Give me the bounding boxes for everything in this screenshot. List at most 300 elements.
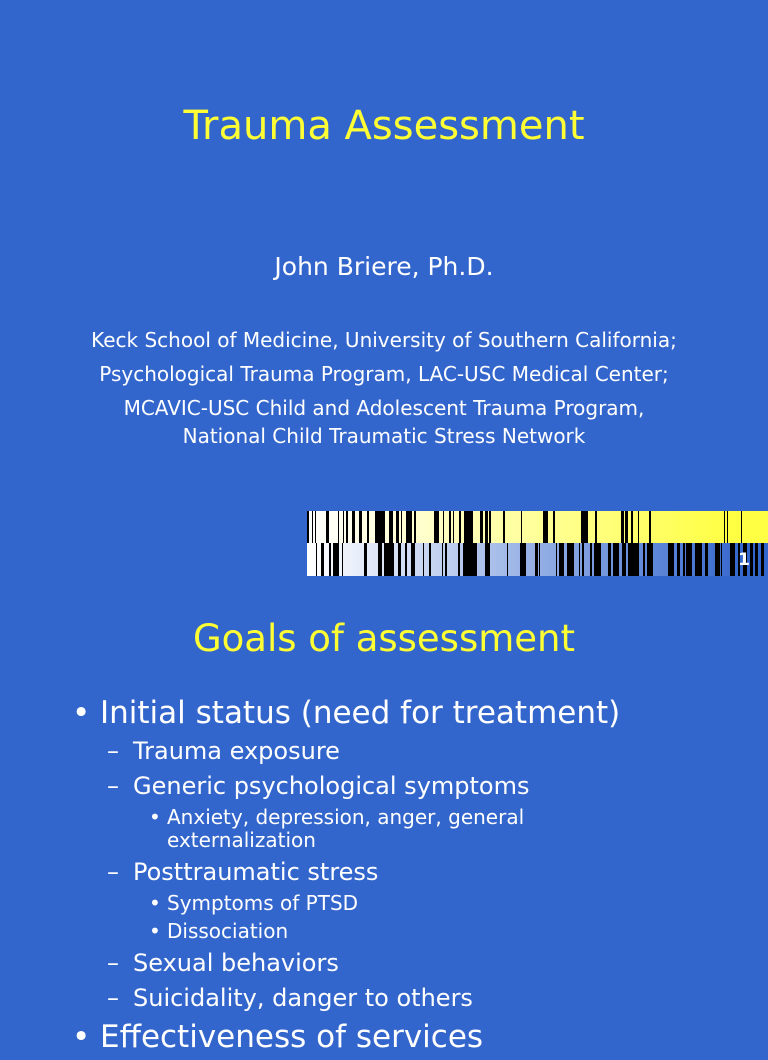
stripe-line xyxy=(318,511,320,543)
stripe-line xyxy=(602,543,605,576)
stripe-line xyxy=(608,543,611,576)
stripe-line xyxy=(535,543,538,576)
stripe-line xyxy=(408,543,411,576)
stripe-line xyxy=(679,511,680,543)
stripe-line xyxy=(350,543,352,576)
stripe-line xyxy=(617,543,619,576)
stripe-line xyxy=(444,511,445,543)
stripe-line xyxy=(491,511,493,543)
affiliation-line: MCAVIC-USC Child and Adolescent Trauma Program, National Child Traumatic Stress Network xyxy=(123,396,645,448)
stripe-line xyxy=(436,543,437,576)
stripe-line xyxy=(529,543,530,576)
stripe-line xyxy=(375,511,376,543)
stripe-line xyxy=(344,511,346,543)
stripe-line xyxy=(555,511,556,543)
stripe-line xyxy=(659,511,662,543)
stripe-line xyxy=(466,511,469,543)
stripe-line xyxy=(352,543,353,576)
stripe-line xyxy=(734,511,735,543)
stripe-line xyxy=(424,543,427,576)
stripe-line xyxy=(324,543,327,576)
stripe-line xyxy=(311,543,314,576)
stripe-line xyxy=(711,543,713,576)
stripe-line xyxy=(433,543,436,576)
stripe-line xyxy=(313,511,315,543)
stripe-line xyxy=(548,511,551,543)
stripe-line xyxy=(719,511,720,543)
stripe-line xyxy=(626,543,628,576)
stripe-line xyxy=(729,511,731,543)
stripe-line xyxy=(460,543,461,576)
stripe-line xyxy=(359,511,362,543)
stripe-line xyxy=(578,511,580,543)
stripe-line xyxy=(686,543,687,576)
stripe-line xyxy=(409,511,411,543)
stripe-line xyxy=(581,543,582,576)
stripe-line xyxy=(656,543,659,576)
stripe-line xyxy=(728,511,729,543)
stripe-line xyxy=(361,543,362,576)
stripe-line xyxy=(437,543,438,576)
sub-bullet-item: – Sexual behaviors xyxy=(107,948,752,978)
stripe-line xyxy=(665,543,668,576)
stripe-line xyxy=(543,511,546,543)
stripe-line xyxy=(752,511,755,543)
stripe-line xyxy=(633,543,636,576)
stripe-line xyxy=(691,511,693,543)
stripe-line xyxy=(582,543,584,576)
sub-bullet-item: – Posttraumatic stress xyxy=(107,857,752,887)
stripe-line xyxy=(644,511,645,543)
stripe-line xyxy=(529,511,531,543)
stripe-line xyxy=(758,511,761,543)
stripe-line xyxy=(708,543,711,576)
stripe-line xyxy=(350,511,352,543)
stripe-line xyxy=(721,543,722,576)
stripe-line xyxy=(604,511,606,543)
stripe-line xyxy=(577,543,579,576)
stripe-line xyxy=(501,511,502,543)
stripe-line xyxy=(651,511,652,543)
stripe-line xyxy=(514,543,516,576)
stripe-line xyxy=(374,543,375,576)
stripe-line xyxy=(556,543,557,576)
stripe-line xyxy=(671,543,673,576)
stripe-line xyxy=(382,511,385,543)
stripe-line xyxy=(647,543,648,576)
stripe-line xyxy=(411,543,412,576)
stripe-line xyxy=(326,511,329,543)
stripe-line xyxy=(307,543,308,576)
stripe-line xyxy=(422,511,423,543)
stripe-line xyxy=(352,511,355,543)
stripe-line xyxy=(743,511,744,543)
stripe-line xyxy=(633,511,634,543)
stripe-line xyxy=(496,511,497,543)
stripe-line xyxy=(429,543,431,576)
stripe-line xyxy=(389,511,392,543)
stripe-line xyxy=(391,543,394,576)
stripe-line xyxy=(358,511,359,543)
stripe-line xyxy=(571,543,574,576)
stripe-line xyxy=(357,543,360,576)
stripe-line xyxy=(477,543,478,576)
stripe-line xyxy=(724,511,725,543)
stripe-line xyxy=(355,543,357,576)
stripe-line xyxy=(362,543,363,576)
stripe-line xyxy=(379,511,382,543)
stripe-line xyxy=(720,543,721,576)
stripe-line xyxy=(726,543,729,576)
stripe-line xyxy=(619,511,621,543)
stripe-line xyxy=(480,511,483,543)
stripe-line xyxy=(379,543,382,576)
stripe-line xyxy=(597,543,600,576)
stripe-line xyxy=(382,543,384,576)
stripe-line xyxy=(522,511,524,543)
stripe-line xyxy=(320,511,323,543)
stripe-line xyxy=(762,511,764,543)
stripe-line xyxy=(316,543,317,576)
stripe-line xyxy=(666,511,669,543)
sub-bullet-item: – Trauma exposure xyxy=(107,736,752,766)
affiliation-line: Psychological Trauma Program, LAC-USC Medical Center; xyxy=(99,362,669,386)
stripe-line xyxy=(652,511,653,543)
stripe-line xyxy=(507,511,510,543)
stripe-line xyxy=(551,511,552,543)
stripe-line xyxy=(320,543,321,576)
stripe-line xyxy=(346,511,347,543)
stripe-line xyxy=(537,511,539,543)
bullet-item: • Effectiveness of services xyxy=(72,1018,752,1056)
stripe-line xyxy=(671,511,673,543)
stripe-line xyxy=(550,543,551,576)
stripe-line xyxy=(641,511,644,543)
stripe-line xyxy=(636,543,639,576)
stripe-line xyxy=(451,543,454,576)
stripe-line xyxy=(378,543,379,576)
author-name: John Briere, Ph.D. xyxy=(274,252,494,281)
stripe-line xyxy=(535,511,537,543)
stripe-line xyxy=(674,511,676,543)
stripe-line xyxy=(393,511,394,543)
stripe-line xyxy=(699,511,702,543)
stripe-line xyxy=(339,511,341,543)
stripe-line xyxy=(687,511,690,543)
stripe-line xyxy=(447,511,449,543)
stripe-line xyxy=(329,543,331,576)
stripe-line xyxy=(397,511,399,543)
stripe-line xyxy=(323,511,325,543)
stripe-line xyxy=(674,543,677,576)
stripe-line xyxy=(518,543,520,576)
stripe-line xyxy=(653,511,654,543)
stripe-line xyxy=(561,543,562,576)
stripe-line xyxy=(625,543,626,576)
stripe-line xyxy=(657,511,659,543)
stripe-line xyxy=(654,543,655,576)
bullet-list xyxy=(72,694,752,1060)
stripe-line xyxy=(547,543,550,576)
stripe-line xyxy=(552,511,553,543)
stripe-line xyxy=(681,511,684,543)
stripe-line xyxy=(614,511,616,543)
sub-bullet-item: – Generic psychological symptoms xyxy=(107,771,752,801)
stripe-line xyxy=(570,543,571,576)
stripe-line xyxy=(532,511,535,543)
stripe-line xyxy=(376,543,378,576)
stripe-line xyxy=(602,511,604,543)
stripe-line xyxy=(570,511,572,543)
stripe-line xyxy=(605,543,608,576)
stripe-line xyxy=(356,511,358,543)
stripe-line xyxy=(512,511,515,543)
stripe-line xyxy=(402,543,405,576)
stripe-line xyxy=(556,511,557,543)
stripe-line xyxy=(504,543,507,576)
stripe-line xyxy=(731,511,734,543)
slide-title: Trauma Assessment xyxy=(183,103,585,149)
stripe-line xyxy=(315,511,316,543)
stripe-line xyxy=(478,511,480,543)
stripe-line xyxy=(488,511,489,543)
stripe-line xyxy=(466,543,469,576)
sub-bullet-item: – Suicidality, danger to others xyxy=(107,983,752,1013)
stripe-line xyxy=(501,543,504,576)
stripe-line xyxy=(428,511,430,543)
stripe-line xyxy=(613,511,614,543)
stripe-line xyxy=(746,511,747,543)
stripe-line xyxy=(592,543,594,576)
stripe-line xyxy=(316,511,318,543)
stripe-line xyxy=(574,543,577,576)
affiliation-line: Keck School of Medicine, University of Southern California; xyxy=(91,328,677,352)
stripe-line xyxy=(515,511,516,543)
stripe-line xyxy=(456,543,458,576)
stripe-line xyxy=(758,543,761,576)
stripe-line xyxy=(572,511,573,543)
stripe-line xyxy=(645,511,646,543)
stripe-line xyxy=(576,511,578,543)
stripe-line xyxy=(421,511,422,543)
stripe-line xyxy=(738,511,740,543)
stripe-line xyxy=(546,511,548,543)
stripe-line xyxy=(723,543,726,576)
stripe-line xyxy=(503,511,504,543)
stripe-line xyxy=(625,511,628,543)
stripe-line xyxy=(731,543,732,576)
stripe-line xyxy=(343,511,344,543)
stripe-line xyxy=(493,543,496,576)
stripe-line xyxy=(614,543,617,576)
stripe-line xyxy=(652,543,653,576)
stripe-line xyxy=(594,543,596,576)
stripe-line xyxy=(451,511,453,543)
stripe-line xyxy=(437,511,439,543)
stripe-line xyxy=(564,511,565,543)
stripe-line xyxy=(749,511,752,543)
stripe-line xyxy=(750,543,753,576)
slide-title: Goals of assessment xyxy=(192,617,576,660)
stripe-line xyxy=(741,511,742,543)
stripe-line xyxy=(607,511,609,543)
stripe-line xyxy=(478,543,480,576)
stripe-line xyxy=(442,543,443,576)
stripe-line xyxy=(508,543,511,576)
stripe-line xyxy=(692,543,695,576)
stripe-line xyxy=(493,511,496,543)
stripe-line xyxy=(375,543,376,576)
stripe-line xyxy=(645,543,647,576)
stripe-line xyxy=(445,543,447,576)
stripe-line xyxy=(412,511,413,543)
stripe-line xyxy=(640,543,643,576)
stripe-line xyxy=(446,511,447,543)
stripe-line xyxy=(590,511,593,543)
stripe-line xyxy=(471,511,473,543)
stripe-line xyxy=(456,511,459,543)
stripe-line xyxy=(363,543,364,576)
stripe-line xyxy=(717,511,719,543)
stripe-line xyxy=(695,543,698,576)
stripe-line xyxy=(419,511,421,543)
stripe-line xyxy=(583,511,586,543)
stripe-line xyxy=(559,543,561,576)
stripe-line xyxy=(307,511,309,543)
stripe-line xyxy=(484,543,485,576)
stripe-line xyxy=(662,543,665,576)
stripe-line xyxy=(439,511,442,543)
stripe-line xyxy=(327,543,329,576)
stripe-line xyxy=(487,543,490,576)
stripe-line xyxy=(516,543,518,576)
stripe-line xyxy=(453,511,454,543)
stripe-line xyxy=(314,543,316,576)
stripe-line xyxy=(669,511,671,543)
stripe-line xyxy=(705,543,706,576)
stripe-line xyxy=(461,543,463,576)
stripe-line xyxy=(616,511,618,543)
stripe-line xyxy=(343,543,346,576)
stripe-line xyxy=(445,511,446,543)
stripe-line xyxy=(647,511,649,543)
stripe-line xyxy=(587,543,589,576)
stripe-line xyxy=(722,543,723,576)
stripe-line xyxy=(628,543,629,576)
stripe-line xyxy=(687,543,690,576)
stripe-line xyxy=(371,543,374,576)
stripe-line xyxy=(401,511,402,543)
stripe-line xyxy=(341,511,343,543)
stripe-line xyxy=(355,511,356,543)
stripe-line xyxy=(469,543,470,576)
stripe-line xyxy=(634,511,636,543)
stripe-line xyxy=(325,511,326,543)
stripe-line xyxy=(639,543,640,576)
stripe-line xyxy=(684,543,685,576)
page-number: 1 xyxy=(738,550,750,570)
stripe-line xyxy=(656,511,657,543)
stripe-line xyxy=(485,543,487,576)
stripe-line xyxy=(308,543,311,576)
stripe-line xyxy=(712,511,714,543)
stripe-line xyxy=(573,511,576,543)
stripe-line xyxy=(636,511,638,543)
stripe-line xyxy=(725,511,727,543)
stripe-line xyxy=(435,511,437,543)
stripe-line xyxy=(706,511,709,543)
stripe-line xyxy=(369,511,371,543)
stripe-line xyxy=(448,543,451,576)
stripe-line xyxy=(560,511,563,543)
stripe-line xyxy=(507,543,508,576)
stripe-line xyxy=(706,543,708,576)
stripe-line xyxy=(538,543,539,576)
stripe-line xyxy=(369,543,371,576)
stripe-line xyxy=(643,543,645,576)
stripe-line xyxy=(432,511,434,543)
stripe-line xyxy=(606,511,607,543)
stripe-line xyxy=(476,543,477,576)
stripe-line xyxy=(342,543,343,576)
stripe-line xyxy=(526,543,529,576)
stripe-line xyxy=(761,543,764,576)
stripe-line xyxy=(533,543,535,576)
stripe-line xyxy=(683,543,684,576)
stripe-line xyxy=(542,511,543,543)
stripe-line xyxy=(317,543,320,576)
stripe-line xyxy=(309,511,310,543)
stripe-line xyxy=(755,511,758,543)
stripe-line xyxy=(715,511,717,543)
stripe-line xyxy=(398,543,401,576)
stripe-line xyxy=(423,511,424,543)
stripe-line xyxy=(639,511,641,543)
stripe-line xyxy=(742,511,743,543)
stripe-line xyxy=(542,543,543,576)
stripe-line xyxy=(539,543,540,576)
stripe-line xyxy=(364,543,367,576)
stripe-line xyxy=(653,543,654,576)
stripe-line xyxy=(701,543,702,576)
stripe-line xyxy=(553,511,555,543)
stripe-line xyxy=(563,511,564,543)
stripe-line xyxy=(413,511,414,543)
stripe-line xyxy=(348,511,350,543)
stripe-line xyxy=(581,511,583,543)
stripe-line xyxy=(713,543,715,576)
stripe-line xyxy=(677,543,680,576)
stripe-line xyxy=(353,543,354,576)
stripe-line xyxy=(696,511,699,543)
stripe-line xyxy=(694,511,696,543)
stripe-line xyxy=(411,511,412,543)
stripe-line xyxy=(530,543,533,576)
stripe-line xyxy=(747,511,748,543)
stripe-line xyxy=(464,511,466,543)
stripe-line xyxy=(427,511,428,543)
stripe-line xyxy=(594,511,595,543)
stripe-line xyxy=(371,511,372,543)
stripe-line xyxy=(662,511,664,543)
stripe-line xyxy=(565,511,568,543)
stripe-line xyxy=(720,511,722,543)
stripe-line xyxy=(580,543,581,576)
stripe-line xyxy=(367,543,369,576)
stripe-line xyxy=(511,543,514,576)
stripe-line xyxy=(475,511,478,543)
stripe-line xyxy=(354,543,355,576)
